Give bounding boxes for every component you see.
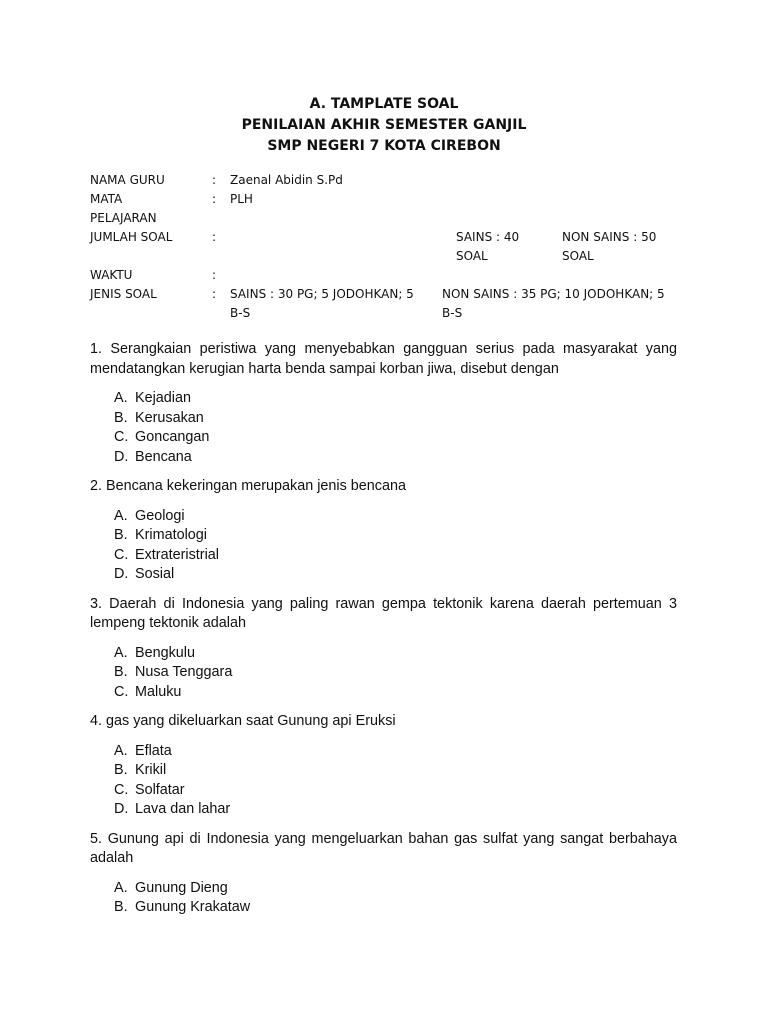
info-label: NAMA GURU (90, 173, 165, 187)
question-item (90, 830, 677, 918)
info-row-nama-guru (90, 171, 690, 190)
option-item (114, 879, 677, 899)
option-letter: C. (114, 429, 129, 445)
option-letter: A. (114, 507, 128, 524)
option-letter: B. (114, 409, 128, 426)
header-title-line1: A. TAMPLATE SOAL (309, 96, 459, 112)
info-sains-type-line2: B-S (230, 306, 251, 320)
option-text: Lava dan lahar (135, 801, 231, 817)
option-letter: A. (114, 390, 128, 406)
option-text: Gunung Krakataw (135, 899, 251, 915)
option-item (114, 389, 677, 409)
option-item (114, 644, 677, 664)
option-item (114, 507, 677, 527)
info-colon: : (212, 192, 217, 206)
info-non-sains-type (442, 285, 690, 323)
option-letter: A. (114, 644, 128, 661)
option-text: Geologi (135, 507, 185, 524)
option-letter: C. (114, 683, 129, 700)
option-letter: A. (114, 742, 128, 759)
header-title-line3: SMP NEGERI 7 KOTA CIREBON (267, 138, 501, 154)
option-text: Sosial (135, 566, 175, 582)
option-letter: B. (114, 664, 128, 680)
option-item (114, 781, 677, 801)
option-list (90, 879, 677, 918)
option-letter: C. (114, 781, 129, 798)
option-list (90, 389, 677, 467)
info-non-line1: NON SAINS : 50 (562, 230, 657, 244)
option-item (114, 546, 677, 566)
option-text: Extrateristrial (135, 546, 219, 563)
info-value: PLH (230, 192, 253, 206)
info-value: Zaenal Abidin S.Pd (230, 173, 343, 187)
option-item (114, 428, 677, 448)
info-colon: : (212, 173, 217, 187)
option-text: Kejadian (135, 390, 192, 406)
option-item (114, 898, 677, 918)
info-sains-count (456, 228, 556, 266)
info-row-jumlah-soal (90, 228, 690, 266)
question-item (90, 477, 677, 585)
option-item (114, 565, 677, 585)
option-text: Bencana (135, 448, 192, 465)
option-item (114, 448, 677, 468)
info-row-waktu (90, 266, 690, 285)
info-label: JENIS SOAL (90, 287, 157, 301)
option-letter: C. (114, 546, 129, 563)
question-list (90, 340, 677, 928)
option-item (114, 409, 677, 429)
question-text: 4. gas yang dikeluarkan saat Gunung api Eruksi (90, 713, 396, 729)
question-text: 1. Serangkaian peristiwa yang menyebabkan gangguan serius pada masyarakat yang mendatangkan kerugian harta benda sampai korban jiwa, disebut dengan (90, 341, 677, 377)
info-label: WAKTU (90, 268, 133, 282)
option-text: Solfatar (135, 781, 185, 798)
info-label-line1: MATA (90, 192, 123, 206)
document-header (90, 94, 678, 157)
info-non-type-line2: B-S (442, 306, 463, 320)
header-title-line2: PENILAIAN AKHIR SEMESTER GANJIL (241, 117, 527, 133)
info-non-sains-count (562, 228, 690, 266)
option-letter: B. (114, 899, 128, 915)
info-label (90, 190, 208, 228)
question-text: 3. Daerah di Indonesia yang paling rawan gempa tektonik karena daerah pertemuan 3 lempeng tektonik adalah (90, 595, 677, 631)
option-letter: D. (114, 801, 129, 817)
question-item (90, 712, 677, 820)
info-sains-line1: SAINS : 40 (456, 230, 520, 244)
question-item (90, 340, 677, 467)
info-colon: : (212, 287, 217, 301)
exam-info-table (90, 171, 690, 323)
option-text: Gunung Dieng (135, 879, 228, 896)
option-letter: D. (114, 566, 129, 582)
info-non-line2: SOAL (562, 249, 594, 263)
option-text: Goncangan (135, 429, 210, 445)
option-text: Eflata (135, 742, 172, 759)
info-row-jenis-soal (90, 285, 690, 323)
option-list (90, 644, 677, 703)
info-colon: : (212, 230, 217, 244)
option-list (90, 742, 677, 820)
option-item (114, 683, 677, 703)
option-letter: A. (114, 879, 128, 896)
option-text: Krikil (135, 762, 167, 778)
option-item (114, 800, 677, 820)
info-sains-type (230, 285, 446, 323)
option-text: Maluku (135, 683, 182, 700)
info-label-line2: PELAJARAN (90, 211, 157, 225)
question-text: 2. Bencana kekeringan merupakan jenis bencana (90, 478, 407, 494)
question-text: 5. Gunung api di Indonesia yang mengeluarkan bahan gas sulfat yang sangat berbahaya adalah (90, 830, 677, 866)
option-letter: B. (114, 762, 128, 778)
option-item (114, 761, 677, 781)
option-list (90, 507, 677, 585)
option-text: Kerusakan (135, 409, 204, 426)
info-sains-line2: SOAL (456, 249, 488, 263)
info-non-type-line1: NON SAINS : 35 PG; 10 JODOHKAN; 5 (442, 287, 665, 301)
option-letter: B. (114, 527, 128, 543)
option-item (114, 526, 677, 546)
option-text: Nusa Tenggara (135, 664, 233, 680)
option-text: Bengkulu (135, 644, 196, 661)
info-sains-type-line1: SAINS : 30 PG; 5 JODOHKAN; 5 (230, 287, 414, 301)
info-colon: : (212, 268, 217, 282)
option-text: Krimatologi (135, 527, 207, 543)
info-label: JUMLAH SOAL (90, 230, 173, 244)
question-item (90, 595, 677, 703)
option-item (114, 663, 677, 683)
option-letter: D. (114, 448, 129, 465)
option-item (114, 742, 677, 762)
info-row-mata-pelajaran (90, 190, 690, 228)
